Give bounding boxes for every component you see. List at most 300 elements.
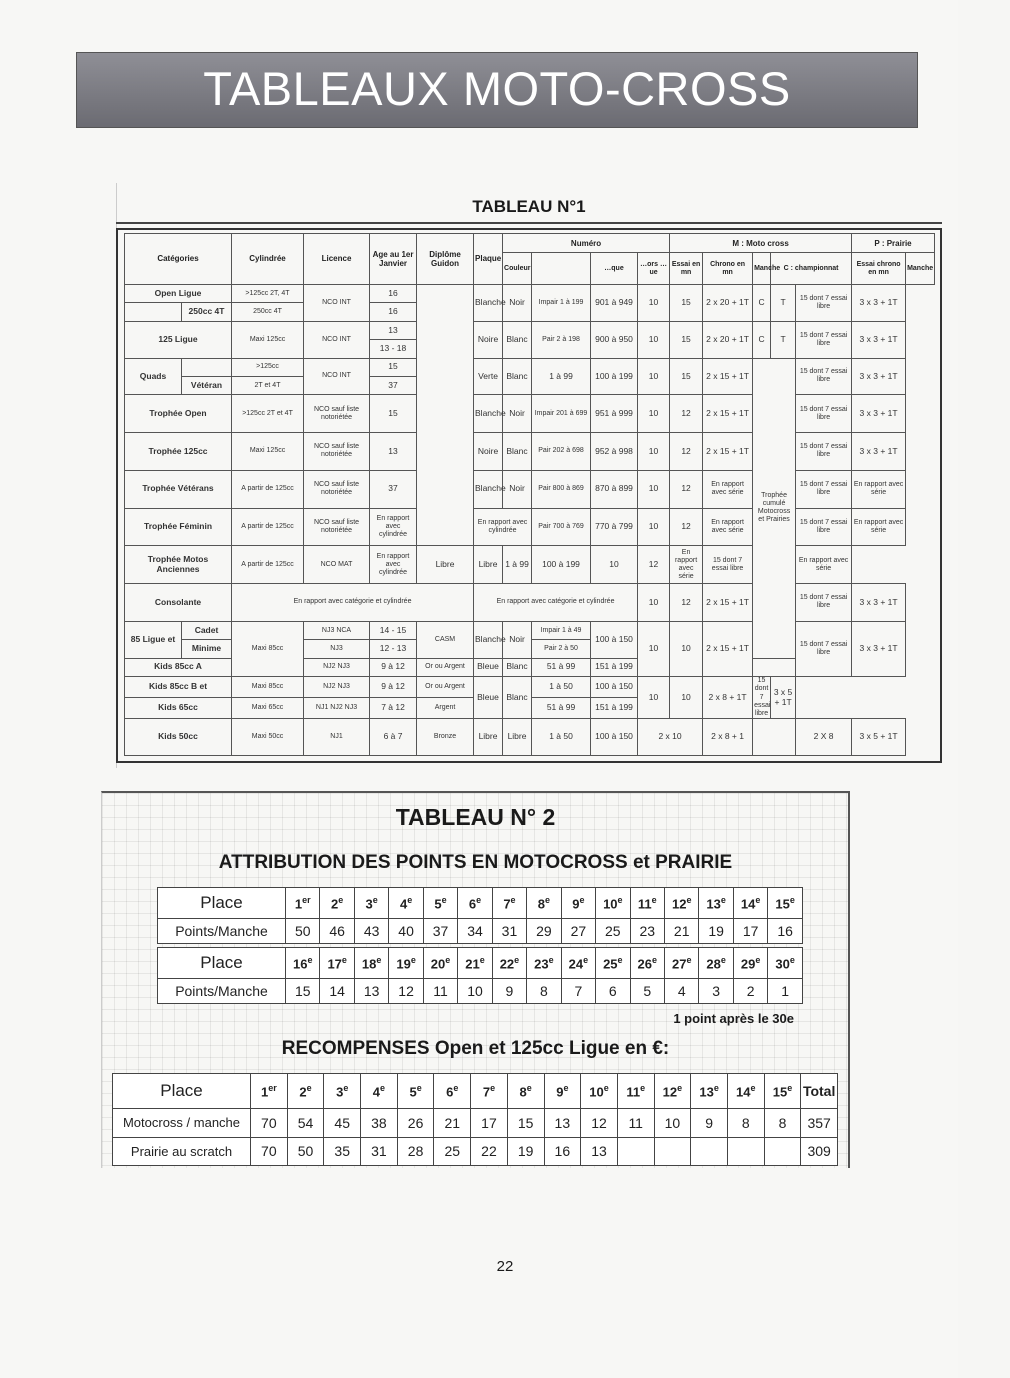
reward-place-rank: 4e xyxy=(361,1074,398,1109)
rewards-table xyxy=(112,1073,838,1166)
cell: Verte xyxy=(474,358,503,395)
place-rank: 27e xyxy=(664,948,698,979)
place-rank: 7e xyxy=(492,888,526,919)
tableau1-table xyxy=(124,233,935,756)
cell: Trophée Open xyxy=(125,395,232,433)
cell: 100 à 150 xyxy=(591,677,638,698)
cell: Or ou Argent xyxy=(417,677,474,698)
points-value: 15 xyxy=(286,978,320,1003)
points-value: 13 xyxy=(354,978,388,1003)
cell: Blanche xyxy=(474,621,503,658)
header-championnat: C : championnat xyxy=(771,253,852,285)
cell: 51 à 99 xyxy=(532,698,591,719)
reward-motocross-value: 9 xyxy=(691,1109,728,1137)
reward-prairie-value xyxy=(727,1137,764,1165)
cell: Bronze xyxy=(417,719,474,756)
cell: 901 à 949 xyxy=(591,285,638,322)
cell: 13 xyxy=(370,321,417,339)
cell: 10 xyxy=(638,358,670,395)
cell: Noir xyxy=(503,285,532,322)
cell: 15 dont 7 essai libre xyxy=(796,358,852,395)
points-value: 12 xyxy=(389,978,423,1003)
cell: Noir xyxy=(503,395,532,433)
cell: A partir de 125cc xyxy=(232,508,304,546)
rewards-prairie-label: Prairie au scratch xyxy=(113,1137,251,1165)
cell: 3 x 3 + 1T xyxy=(852,321,906,358)
cell: En rapport avec série xyxy=(703,508,753,546)
cell: 10 xyxy=(638,433,670,471)
cell: Blanc xyxy=(503,658,532,676)
reward-prairie-value xyxy=(654,1137,691,1165)
cell: 3 x 3 + 1T xyxy=(852,621,906,676)
points-value: 25 xyxy=(596,918,630,943)
cell: NJ2 NJ3 xyxy=(304,677,370,698)
place-rank: 8e xyxy=(527,888,561,919)
cell: 2 x 8 + 1 xyxy=(703,719,753,756)
tableau2-title: TABLEAU N° 2 xyxy=(395,804,556,830)
header-numero: Numéro xyxy=(503,234,670,253)
cell: 15 xyxy=(670,358,703,395)
cell: Blanche xyxy=(474,285,503,322)
cell: 2 x 15 + 1T xyxy=(703,395,753,433)
cell: Blanc xyxy=(503,358,532,395)
points-value: 8 xyxy=(527,978,561,1003)
cell: 15 dont 7 essai libre xyxy=(703,546,753,584)
place-rank: 2e xyxy=(320,888,354,919)
place-rank: 10e xyxy=(596,888,630,919)
rewards-place-label: Place xyxy=(113,1074,251,1109)
points-value: 29 xyxy=(527,918,561,943)
cell: Or ou Argent xyxy=(417,658,474,676)
cell: A partir de 125cc xyxy=(232,470,304,508)
reward-motocross-value: 17 xyxy=(471,1109,508,1137)
cell: 3 x 3 + 1T xyxy=(852,395,906,433)
cell: 151 à 199 xyxy=(591,698,638,719)
reward-prairie-total: 309 xyxy=(801,1137,838,1165)
cell: NCO INT xyxy=(304,358,370,395)
cell: 15 dont 7 essai libre xyxy=(796,321,852,358)
cell: 952 à 998 xyxy=(591,433,638,471)
reward-place-rank: 1er xyxy=(251,1074,288,1109)
cell: 6 à 7 xyxy=(370,719,417,756)
cell: Blanche xyxy=(474,470,503,508)
place-rank: 25e xyxy=(596,948,630,979)
cell: 12 xyxy=(670,395,703,433)
cell: En rapport avec catégorie et cylindrée xyxy=(474,584,638,622)
header-categories: Catégories xyxy=(125,234,232,285)
points-value: 31 xyxy=(492,918,526,943)
cell: Kids 85cc A xyxy=(125,658,232,676)
cell: 3 x 5 + 1T xyxy=(771,677,796,719)
title-banner xyxy=(76,52,918,128)
cell: Impair 1 à 199 xyxy=(532,285,591,322)
cell: 2 x 15 + 1T xyxy=(703,358,753,395)
points-value: 7 xyxy=(561,978,595,1003)
points-values-row xyxy=(158,978,803,1003)
cell: Pair 2 à 198 xyxy=(532,321,591,358)
reward-prairie-value: 25 xyxy=(434,1137,471,1165)
points-value: 19 xyxy=(699,918,733,943)
header-plaque: Plaque xyxy=(474,234,503,285)
points-value: 16 xyxy=(768,918,803,943)
cell: Trophée 125cc xyxy=(125,433,232,471)
header-cylindree: Cylindrée xyxy=(232,234,304,285)
points-value: 43 xyxy=(354,918,388,943)
header-age: Age au 1er Janvier xyxy=(370,234,417,285)
cell: Pair 800 à 869 xyxy=(532,470,591,508)
place-rank: 24e xyxy=(561,948,595,979)
cell: Consolante xyxy=(125,584,232,622)
header-manche-prairie: Manche xyxy=(906,253,935,285)
points-value: 21 xyxy=(664,918,698,943)
cell: Quads xyxy=(125,358,182,395)
reward-place-rank: 3e xyxy=(324,1074,361,1109)
reward-place-rank: 2e xyxy=(287,1074,324,1109)
cell: 3 x 3 + 1T xyxy=(852,584,906,622)
cell: 2 X 8 xyxy=(796,719,852,756)
reward-place-rank: 11e xyxy=(617,1074,654,1109)
cell: C xyxy=(753,285,771,322)
reward-place-rank: 15e xyxy=(764,1074,801,1109)
reward-prairie-value xyxy=(691,1137,728,1165)
rewards-prairie-row xyxy=(113,1137,838,1165)
cell: 37 xyxy=(370,376,417,394)
cell: 12 xyxy=(670,470,703,508)
cell: Bleue xyxy=(474,658,503,676)
reward-place-rank: 5e xyxy=(397,1074,434,1109)
points-value: 40 xyxy=(389,918,423,943)
cell: 3 x 3 + 1T xyxy=(852,358,906,395)
reward-place-rank: 7e xyxy=(471,1074,508,1109)
cell: En rapport avec série xyxy=(670,546,703,584)
reward-prairie-value xyxy=(617,1137,654,1165)
header-prairie: P : Prairie xyxy=(852,234,935,253)
reward-motocross-value: 15 xyxy=(507,1109,544,1137)
place-rank: 3e xyxy=(354,888,388,919)
cell: Cadet xyxy=(182,621,232,639)
header-diplome: Diplôme Guidon xyxy=(417,234,474,285)
header-hors-ligue: …ors …ue xyxy=(638,253,670,285)
cell: Argent xyxy=(417,698,474,719)
cell: Minime xyxy=(182,640,232,658)
reward-place-rank: 6e xyxy=(434,1074,471,1109)
reward-motocross-value: 21 xyxy=(434,1109,471,1137)
header-manche: Manche xyxy=(753,253,771,285)
cell: 3 x 5 + 1T xyxy=(852,719,906,756)
cell: 15 xyxy=(370,358,417,376)
cell: Pair 2 à 50 xyxy=(532,640,591,658)
cell: >125cc xyxy=(232,358,304,376)
cell: Maxi 125cc xyxy=(232,321,304,358)
cell: 2 x 15 + 1T xyxy=(703,621,753,676)
points-value: 14 xyxy=(320,978,354,1003)
reward-prairie-value xyxy=(764,1137,801,1165)
reward-total-header: Total xyxy=(801,1074,838,1109)
page-title: TABLEAUX MOTO-CROSS xyxy=(203,62,791,115)
cell: En rapport avec cylindrée xyxy=(370,508,417,546)
place-rank: 4e xyxy=(389,888,423,919)
cell: Blanc xyxy=(503,321,532,358)
cell: >125cc 2T et 4T xyxy=(232,395,304,433)
cell: 15 dont 7 essai libre xyxy=(796,584,852,622)
reward-motocross-total: 357 xyxy=(801,1109,838,1137)
cell: Bleue xyxy=(474,677,503,719)
cell: 9 à 12 xyxy=(370,677,417,698)
cell: 2 x 20 + 1T xyxy=(703,285,753,322)
cell: Maxi 125cc xyxy=(232,433,304,471)
reward-motocross-value: 54 xyxy=(287,1109,324,1137)
cell: 15 xyxy=(670,285,703,322)
reward-prairie-value: 22 xyxy=(471,1137,508,1165)
cell: Kids 50cc xyxy=(125,719,232,756)
cell: 13 xyxy=(370,433,417,471)
cell: 15 xyxy=(370,395,417,433)
reward-motocross-value: 8 xyxy=(727,1109,764,1137)
points-value: 23 xyxy=(630,918,664,943)
cell: 100 à 150 xyxy=(591,719,638,756)
cell: 12 xyxy=(670,433,703,471)
cell: En rapport avec catégorie et cylindrée xyxy=(232,584,474,622)
cell: 15 dont 7 essai libre xyxy=(796,433,852,471)
cell: NCO INT xyxy=(304,285,370,322)
cell: 1 à 50 xyxy=(532,677,591,698)
place-rank: 13e xyxy=(699,888,733,919)
reward-prairie-value: 19 xyxy=(507,1137,544,1165)
cell: NCO sauf liste notoriétée xyxy=(304,470,370,508)
place-rank: 6e xyxy=(458,888,492,919)
cell: Kids 85cc B et xyxy=(125,677,232,698)
points-value: 37 xyxy=(423,918,457,943)
cell: 10 xyxy=(638,395,670,433)
cell: En rapport avec cylindrée xyxy=(370,546,417,584)
cell: 250cc 4T xyxy=(232,303,304,321)
cell: 2T et 4T xyxy=(232,376,304,394)
cell: Trophée Féminin xyxy=(125,508,232,546)
header-licence: Licence xyxy=(304,234,370,285)
cell: Maxi 85cc xyxy=(232,677,304,698)
cell: 3 x 3 + 1T xyxy=(852,285,906,322)
cell: En rapport avec série xyxy=(852,508,906,546)
place-rank: 11e xyxy=(630,888,664,919)
cell: NCO sauf liste notoriétée xyxy=(304,508,370,546)
cell: 100 à 199 xyxy=(532,546,591,584)
cell: 10 xyxy=(638,285,670,322)
place-rank: 14e xyxy=(733,888,767,919)
cell: 10 xyxy=(638,584,670,622)
cell: En rapport avec cylindrée xyxy=(474,508,532,546)
header-chrono: Chrono en mn xyxy=(703,253,753,285)
reward-motocross-value: 11 xyxy=(617,1109,654,1137)
place-rank: 28e xyxy=(699,948,733,979)
cell: Impair 1 à 49 xyxy=(532,621,591,639)
cell: Noir xyxy=(503,470,532,508)
place-rank: 12e xyxy=(664,888,698,919)
cell: Noire xyxy=(474,321,503,358)
reward-prairie-value: 31 xyxy=(361,1137,398,1165)
cell: 15 dont 7 essai libre xyxy=(796,621,852,676)
place-rank: 29e xyxy=(733,948,767,979)
points-value: 3 xyxy=(699,978,733,1003)
cell: C xyxy=(753,321,771,358)
cell: 15 dont 7 essai libre xyxy=(796,508,852,546)
points-value: 9 xyxy=(492,978,526,1003)
rewards-motocross-label: Motocross / manche xyxy=(113,1109,251,1137)
cell: 10 xyxy=(638,470,670,508)
cell: Noire xyxy=(474,433,503,471)
cell: Libre xyxy=(417,546,474,584)
cell xyxy=(125,303,182,321)
cell: Libre xyxy=(503,719,532,756)
page-number: 22 xyxy=(496,1258,514,1275)
cell: Libre xyxy=(474,546,503,584)
cell: 51 à 99 xyxy=(532,658,591,676)
cell: 250cc 4T xyxy=(182,303,232,321)
place-rank: 5e xyxy=(423,888,457,919)
reward-motocross-value: 12 xyxy=(581,1109,618,1137)
cell: 100 à 199 xyxy=(591,358,638,395)
reward-place-rank: 12e xyxy=(654,1074,691,1109)
place-rank: 30e xyxy=(768,948,803,979)
cell: 15 dont 7 essai libre xyxy=(796,395,852,433)
cell: 2 x 8 + 1T xyxy=(703,677,753,719)
cell: 900 à 950 xyxy=(591,321,638,358)
cell: 12 xyxy=(638,546,670,584)
cell: NJ3 xyxy=(304,640,370,658)
header-chiffre: …que xyxy=(591,253,638,285)
cell: 10 xyxy=(591,546,638,584)
cell: 15 dont 7 essai libre xyxy=(796,470,852,508)
cell: 37 xyxy=(370,470,417,508)
cell: A partir de 125cc xyxy=(232,546,304,584)
row-open-ligue-label: Open Ligue xyxy=(125,285,232,303)
header-fond xyxy=(532,253,591,285)
header-moto-cross: M : Moto cross xyxy=(670,234,852,253)
place-rank: 21e xyxy=(458,948,492,979)
trophee-cumule-cell: Trophée cumulé Motocross et Prairies xyxy=(753,358,796,658)
cell: CASM xyxy=(417,621,474,658)
reward-motocross-value: 26 xyxy=(397,1109,434,1137)
cell: 16 xyxy=(370,303,417,321)
tableau1-rule xyxy=(116,222,942,224)
points-places-row xyxy=(158,948,803,979)
cell: NCO sauf liste notoriétée xyxy=(304,433,370,471)
place-rank: 23e xyxy=(527,948,561,979)
cell: Vétéran xyxy=(182,376,232,394)
cell: 770 à 799 xyxy=(591,508,638,546)
cell: 10 xyxy=(638,621,670,676)
cell: 14 - 15 xyxy=(370,621,417,639)
place-label: Place xyxy=(158,948,286,979)
cell: 10 xyxy=(670,621,703,676)
place-rank: 26e xyxy=(630,948,664,979)
cell: 15 dont 7 essai libre xyxy=(754,677,771,717)
cell: 100 à 150 xyxy=(591,621,638,658)
cell: Maxi 85cc xyxy=(232,621,304,676)
cell: Blanc xyxy=(503,433,532,471)
points-value: 46 xyxy=(320,918,354,943)
reward-prairie-value: 16 xyxy=(544,1137,581,1165)
header-couleur: Couleur xyxy=(503,253,532,285)
cell: NJ1 xyxy=(304,719,370,756)
rewards-places-row xyxy=(113,1074,838,1109)
reward-place-rank: 10e xyxy=(581,1074,618,1109)
cell: Libre xyxy=(474,719,503,756)
cell: 2 x 20 + 1T xyxy=(703,321,753,358)
cell: NCO INT xyxy=(304,321,370,358)
cell: 1 à 50 xyxy=(532,719,591,756)
points-value: 34 xyxy=(458,918,492,943)
reward-place-rank: 13e xyxy=(691,1074,728,1109)
cell: 10 xyxy=(638,677,670,719)
reward-prairie-value: 50 xyxy=(287,1137,324,1165)
place-rank: 20e xyxy=(423,948,457,979)
cell: 3 x 3 + 1T xyxy=(852,433,906,471)
points-table-2 xyxy=(157,947,803,1004)
cell: 125 Ligue xyxy=(125,321,232,358)
cell: 16 xyxy=(370,285,417,303)
reward-place-rank: 8e xyxy=(507,1074,544,1109)
tableau1-title: TABLEAU N°1 xyxy=(472,197,586,216)
points-label: Points/Manche xyxy=(158,978,286,1003)
reward-motocross-value: 45 xyxy=(324,1109,361,1137)
cell: 2 x 15 + 1T xyxy=(703,433,753,471)
cell: Maxi 50cc xyxy=(232,719,304,756)
cell: 870 à 899 xyxy=(591,470,638,508)
cell: En rapport avec série xyxy=(796,546,852,584)
reward-prairie-value: 13 xyxy=(581,1137,618,1165)
points-value: 17 xyxy=(733,918,767,943)
cell: Noir xyxy=(503,621,532,658)
cell: NJ3 NCA xyxy=(304,621,370,639)
cell: 15 dont 7 essai libre xyxy=(796,285,852,322)
points-value: 50 xyxy=(286,918,320,943)
cell: Kids 65cc xyxy=(125,698,232,719)
cell: Blanc xyxy=(503,677,532,719)
reward-motocross-value: 70 xyxy=(251,1109,288,1137)
rewards-motocross-row xyxy=(113,1109,838,1137)
cell xyxy=(753,719,796,756)
cell: 7 à 12 xyxy=(370,698,417,719)
points-places-row xyxy=(158,888,803,919)
cell: 10 xyxy=(670,677,703,719)
points-note: 1 point après le 30e xyxy=(673,1011,794,1026)
cell: 951 à 999 xyxy=(591,395,638,433)
cell: >125cc 2T, 4T xyxy=(232,285,304,303)
cell: NCO MAT xyxy=(304,546,370,584)
reward-prairie-value: 70 xyxy=(251,1137,288,1165)
place-rank: 16e xyxy=(286,948,320,979)
cell: 12 xyxy=(670,584,703,622)
points-value: 2 xyxy=(733,978,767,1003)
points-value: 5 xyxy=(630,978,664,1003)
cell: 2 x 10 xyxy=(638,719,703,756)
reward-motocross-value: 38 xyxy=(361,1109,398,1137)
header-essai: Essai en mn xyxy=(670,253,703,285)
points-values-row xyxy=(158,918,803,943)
cell: Pair 202 à 698 xyxy=(532,433,591,471)
reward-motocross-value: 13 xyxy=(544,1109,581,1137)
cell: 15 xyxy=(670,321,703,358)
reward-prairie-value: 35 xyxy=(324,1137,361,1165)
reward-place-rank: 14e xyxy=(727,1074,764,1109)
place-rank: 1er xyxy=(286,888,320,919)
cell: T xyxy=(771,285,796,322)
rewards-title: RECOMPENSES Open et 125cc Ligue en €: xyxy=(281,1038,670,1059)
cell: 1 à 99 xyxy=(532,358,591,395)
tableau2-subtitle: ATTRIBUTION DES POINTS EN MOTOCROSS et PRAIRIE xyxy=(218,852,733,873)
cell: T xyxy=(771,321,796,358)
reward-motocross-value: 8 xyxy=(764,1109,801,1137)
